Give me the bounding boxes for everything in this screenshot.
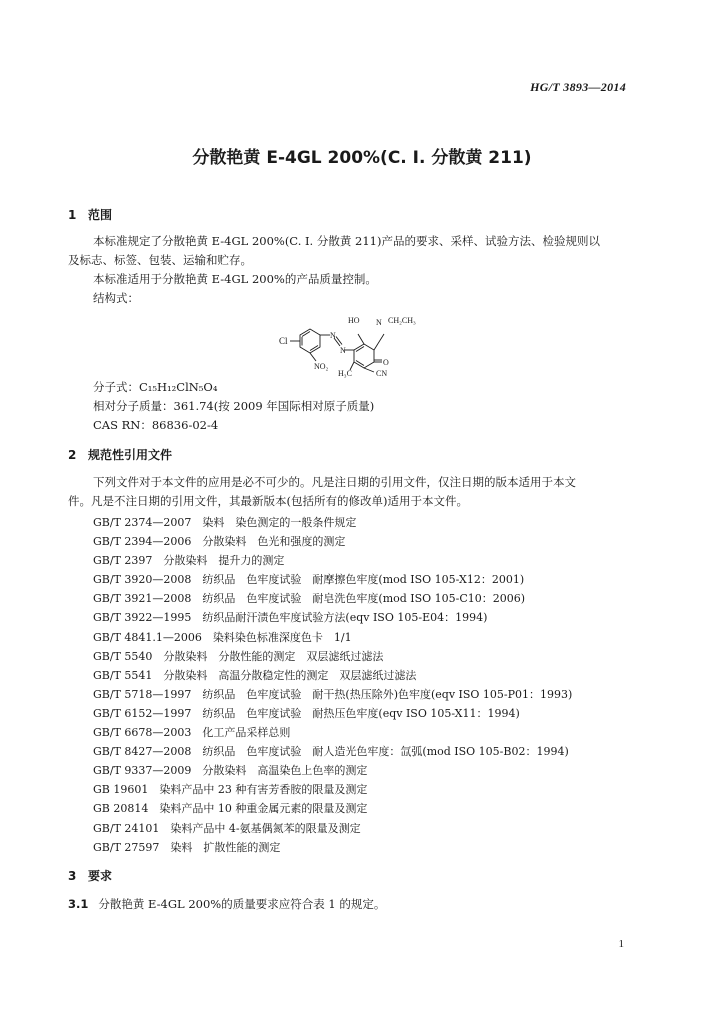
references-intro-line-1: 下列文件对于本文件的应用是必不可少的。凡是注日期的引用文件，仅注日期的版本适用于本文: [93, 475, 576, 489]
benzene-ring: [300, 329, 320, 353]
molecular-mass: 相对分子质量：361.74(按 2009 年国际相对原子质量): [93, 399, 375, 413]
reference-code: GB/T 2394—2006: [93, 535, 192, 549]
section-2-heading: [68, 446, 172, 463]
reference-item: [93, 570, 572, 589]
section-title: 要求: [88, 869, 113, 883]
clause-3-1: [68, 896, 385, 912]
reference-code: GB/T 5541: [93, 668, 153, 682]
reference-code: GB/T 9337—2009: [93, 764, 192, 778]
reference-title: 分散染料 提升力的测定: [163, 554, 285, 568]
reference-code: GB/T 8427—2008: [93, 745, 192, 759]
reference-code: GB/T 4841.1—2006: [93, 630, 202, 644]
atom-no2: NO₂: [314, 362, 329, 371]
structure-label: 结构式：: [93, 291, 139, 305]
reference-title: 化工产品采样总则: [202, 726, 291, 740]
reference-title: 纺织品 色牢度试验 耐干热(热压除外)色牢度(eqv ISO 105-P01：1993): [202, 687, 573, 701]
scope-paragraph-line-1: 本标准规定了分散艳黄 E-4GL 200%(C. I. 分散黄 211)产品的要求、采样、试验方法、检验规则以: [93, 234, 600, 248]
reference-code: GB/T 27597: [93, 840, 160, 854]
section-title: 范围: [88, 208, 113, 222]
cas-number: CAS RN：86836-02-4: [93, 418, 219, 432]
reference-code: GB/T 2374—2007: [93, 516, 192, 529]
section-1-heading: [68, 206, 112, 223]
reference-title: 纺织品 色牢度试验 耐摩擦色牢度(mod ISO 105-X12：2001): [202, 573, 525, 587]
reference-code: GB/T 5718—1997: [93, 687, 192, 701]
document-title: 分散艳黄 E-4GL 200%(C. I. 分散黄 211): [192, 148, 532, 168]
page-number: 1: [618, 938, 624, 950]
reference-title: 染料 染色测定的一般条件规定: [202, 516, 357, 529]
reference-code: GB/T 3921—2008: [93, 592, 192, 606]
atom-o: O: [383, 358, 389, 367]
section-title: 规范性引用文件: [88, 448, 173, 462]
reference-item: [93, 723, 572, 742]
atom-h3c: H₃C: [338, 369, 352, 378]
section-number: 2: [68, 448, 77, 462]
atom-n2: N: [340, 346, 346, 355]
reference-code: GB/T 24101: [93, 821, 160, 835]
reference-item: [93, 647, 572, 666]
reference-item: [93, 551, 572, 570]
pyridone-ring: [354, 344, 374, 368]
standard-code: HG/T 3893—2014: [530, 80, 626, 94]
reference-title: 分散染料 高温分散稳定性的测定 双层滤纸过滤法: [163, 668, 417, 682]
structural-formula: [270, 312, 430, 378]
scope-paragraph-line-2: 及标志、标签、包装、运输和贮存。: [68, 253, 252, 267]
clause-text: 分散艳黄 E-4GL 200%的质量要求应符合表 1 的规定。: [98, 897, 386, 911]
reference-title: 纺织品耐汗渍色牢度试验方法(eqv ISO 105-E04：1994): [202, 611, 488, 625]
reference-title: 纺织品 色牢度试验 耐皂洗色牢度(mod ISO 105-C10：2006): [202, 592, 526, 606]
atom-cn: CN: [376, 369, 388, 378]
reference-title: 分散染料 分散性能的测定 双层滤纸过滤法: [163, 649, 384, 663]
reference-code: GB 20814: [93, 802, 149, 816]
reference-title: 染料 扩散性能的测定: [170, 840, 281, 854]
reference-item: [93, 742, 572, 761]
atom-ethyl: CH₂CH₃: [388, 316, 416, 325]
normative-references-list: [93, 513, 572, 857]
reference-item: [93, 628, 572, 647]
atom-cl: Cl: [279, 336, 288, 346]
reference-title: 分散染料 高温染色上色率的测定: [202, 764, 368, 778]
reference-code: GB/T 2397: [93, 554, 153, 568]
atom-n1: N: [330, 331, 336, 340]
applicability-paragraph: 本标准适用于分散艳黄 E-4GL 200%的产品质量控制。: [93, 272, 377, 286]
reference-code: GB/T 3922—1995: [93, 611, 192, 625]
reference-item: [93, 532, 572, 551]
reference-item: [93, 819, 572, 838]
reference-title: 染料产品中 4-氨基偶氮苯的限量及测定: [170, 821, 361, 835]
reference-title: 分散染料 色光和强度的测定: [202, 535, 346, 549]
reference-title: 染料产品中 10 种重金属元素的限量及测定: [159, 802, 368, 816]
reference-code: GB/T 5540: [93, 649, 153, 663]
reference-item: [93, 608, 572, 627]
clause-number: 3.1: [68, 897, 89, 911]
reference-title: 纺织品 色牢度试验 耐热压色牢度(eqv ISO 105-X11：1994): [202, 706, 520, 720]
reference-code: GB/T 6152—1997: [93, 706, 192, 720]
molecular-formula: 分子式：C₁₅H₁₂ClN₅O₄: [93, 380, 218, 394]
reference-title: 染料染色标准深度色卡 1/1: [212, 630, 352, 644]
reference-item: [93, 666, 572, 685]
references-intro-line-2: 件。凡是不注日期的引用文件，其最新版本(包括所有的修改单)适用于本文件。: [68, 494, 468, 508]
reference-code: GB/T 3920—2008: [93, 573, 192, 587]
reference-code: GB/T 6678—2003: [93, 726, 192, 740]
reference-code: GB 19601: [93, 783, 149, 797]
atom-ho: HO: [348, 316, 360, 325]
reference-item: [93, 513, 572, 532]
section-number: 3: [68, 869, 77, 883]
reference-item: [93, 799, 572, 818]
reference-item: [93, 685, 572, 704]
reference-item: [93, 838, 572, 857]
reference-title: 染料产品中 23 种有害芳香胺的限量及测定: [159, 783, 368, 797]
reference-title: 纺织品 色牢度试验 耐人造光色牢度：氙弧(mod ISO 105-B02：1994): [202, 745, 569, 759]
section-number: 1: [68, 208, 77, 222]
reference-item: [93, 761, 572, 780]
section-3-heading: [68, 867, 112, 884]
reference-item: [93, 780, 572, 799]
atom-n-ring: N: [376, 318, 382, 327]
reference-item: [93, 704, 572, 723]
reference-item: [93, 589, 572, 608]
